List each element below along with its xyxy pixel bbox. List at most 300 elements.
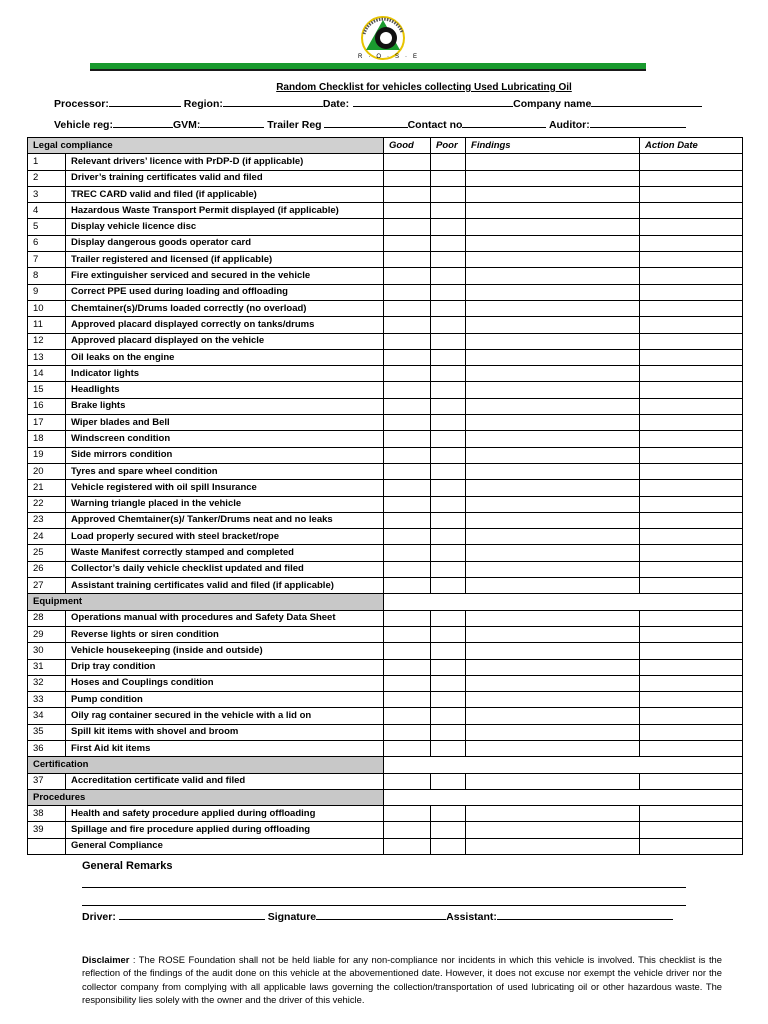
- driver-field[interactable]: [119, 909, 265, 920]
- poor-cell[interactable]: [431, 740, 466, 756]
- item-number: 35: [28, 724, 66, 740]
- findings-cell[interactable]: [466, 463, 640, 479]
- action-date-cell[interactable]: [640, 333, 743, 349]
- action-date-cell[interactable]: [640, 740, 743, 756]
- good-cell[interactable]: [384, 203, 431, 219]
- poor-cell[interactable]: [431, 806, 466, 822]
- item-description: Hazardous Waste Transport Permit displayed (if applicable): [66, 203, 384, 219]
- item-number: 28: [28, 610, 66, 626]
- findings-cell[interactable]: [466, 154, 640, 170]
- findings-cell[interactable]: [466, 284, 640, 300]
- checklist-row: [28, 545, 743, 561]
- good-cell[interactable]: [384, 154, 431, 170]
- checklist-row: [28, 480, 743, 496]
- good-cell[interactable]: [384, 708, 431, 724]
- action-date-cell[interactable]: [640, 529, 743, 545]
- action-date-cell[interactable]: [640, 366, 743, 382]
- checklist-row: [28, 252, 743, 268]
- findings-cell[interactable]: [466, 398, 640, 414]
- findings-cell[interactable]: [466, 317, 640, 333]
- section-blank: [384, 757, 743, 773]
- poor-cell[interactable]: [431, 366, 466, 382]
- trailer-reg-field[interactable]: [324, 117, 408, 128]
- action-date-cell[interactable]: [640, 317, 743, 333]
- findings-cell[interactable]: [466, 512, 640, 528]
- findings-cell[interactable]: [466, 300, 640, 316]
- item-number: 21: [28, 480, 66, 496]
- good-cell[interactable]: [384, 806, 431, 822]
- findings-cell[interactable]: [466, 170, 640, 186]
- poor-cell[interactable]: [431, 610, 466, 626]
- action-date-cell[interactable]: [640, 300, 743, 316]
- checklist-row: [28, 561, 743, 577]
- checklist-row: [28, 626, 743, 642]
- poor-cell[interactable]: [431, 447, 466, 463]
- good-cell[interactable]: [384, 740, 431, 756]
- poor-cell[interactable]: [431, 724, 466, 740]
- good-cell[interactable]: [384, 186, 431, 202]
- item-number: 2: [28, 170, 66, 186]
- action-date-cell[interactable]: [640, 675, 743, 691]
- item-number: 14: [28, 366, 66, 382]
- item-description: Accreditation certificate valid and filed: [66, 773, 384, 789]
- disclaimer-label: Disclaimer: [82, 954, 130, 965]
- item-description: General Compliance: [66, 838, 384, 854]
- action-date-cell[interactable]: [640, 512, 743, 528]
- poor-cell[interactable]: [431, 154, 466, 170]
- poor-cell[interactable]: [431, 398, 466, 414]
- good-cell[interactable]: [384, 626, 431, 642]
- action-date-cell[interactable]: [640, 415, 743, 431]
- good-cell[interactable]: [384, 659, 431, 675]
- findings-cell[interactable]: [466, 578, 640, 594]
- action-date-cell[interactable]: [640, 235, 743, 251]
- item-description: Fire extinguisher serviced and secured in the vehicle: [66, 268, 384, 284]
- poor-cell[interactable]: [431, 203, 466, 219]
- header-black-rule: [90, 69, 646, 71]
- good-cell[interactable]: [384, 317, 431, 333]
- item-number: 6: [28, 235, 66, 251]
- company-name-field[interactable]: [591, 96, 702, 107]
- item-description: Reverse lights or siren condition: [66, 626, 384, 642]
- assistant-field[interactable]: [497, 909, 673, 920]
- item-number: 32: [28, 675, 66, 691]
- region-field[interactable]: [223, 96, 323, 107]
- assistant-label: Assistant:: [446, 911, 497, 923]
- findings-cell[interactable]: [466, 806, 640, 822]
- action-date-cell[interactable]: [640, 447, 743, 463]
- checklist-row: [28, 708, 743, 724]
- good-cell[interactable]: [384, 219, 431, 235]
- item-description: Trailer registered and licensed (if applicable): [66, 252, 384, 268]
- action-date-cell[interactable]: [640, 349, 743, 365]
- poor-cell[interactable]: [431, 708, 466, 724]
- date-label: Date:: [322, 98, 350, 110]
- poor-cell[interactable]: [431, 284, 466, 300]
- section-blank: [384, 789, 743, 805]
- poor-cell[interactable]: [431, 512, 466, 528]
- action-date-cell[interactable]: [640, 708, 743, 724]
- item-number: 33: [28, 692, 66, 708]
- section-header-row: [28, 757, 743, 773]
- item-number: 4: [28, 203, 66, 219]
- item-description: Health and safety procedure applied during offloading: [66, 806, 384, 822]
- checklist-row: [28, 186, 743, 202]
- action-date-cell[interactable]: [640, 284, 743, 300]
- good-cell[interactable]: [384, 170, 431, 186]
- legal-compliance-header: Legal compliance: [28, 138, 384, 154]
- item-description: Indicator lights: [66, 366, 384, 382]
- findings-cell[interactable]: [466, 203, 640, 219]
- region-label: Region:: [183, 98, 223, 110]
- findings-cell[interactable]: [466, 773, 640, 789]
- item-number: 10: [28, 300, 66, 316]
- action-date-cell[interactable]: [640, 268, 743, 284]
- findings-cell[interactable]: [466, 708, 640, 724]
- checklist-row: [28, 170, 743, 186]
- item-number: 26: [28, 561, 66, 577]
- item-description: Spill kit items with shovel and broom: [66, 724, 384, 740]
- item-number: 3: [28, 186, 66, 202]
- checklist-row: [28, 806, 743, 822]
- item-number: 11: [28, 317, 66, 333]
- checklist-row: [28, 300, 743, 316]
- checklist-row: [28, 431, 743, 447]
- item-number: 20: [28, 463, 66, 479]
- item-number: 16: [28, 398, 66, 414]
- section-header-row: [28, 789, 743, 805]
- poor-cell[interactable]: [431, 675, 466, 691]
- findings-cell[interactable]: [466, 415, 640, 431]
- item-number: [28, 838, 66, 854]
- poor-cell[interactable]: [431, 219, 466, 235]
- poor-cell[interactable]: [431, 382, 466, 398]
- action-date-cell[interactable]: [640, 610, 743, 626]
- good-cell[interactable]: [384, 300, 431, 316]
- poor-cell[interactable]: [431, 643, 466, 659]
- poor-cell[interactable]: [431, 659, 466, 675]
- findings-cell[interactable]: [466, 724, 640, 740]
- item-number: 8: [28, 268, 66, 284]
- checklist-row: [28, 838, 743, 854]
- poor-cell[interactable]: [431, 561, 466, 577]
- checklist-row: [28, 512, 743, 528]
- checklist-row: [28, 398, 743, 414]
- item-number: 9: [28, 284, 66, 300]
- gvm-field[interactable]: [200, 117, 264, 128]
- action-date-cell[interactable]: [640, 773, 743, 789]
- item-description: Headlights: [66, 382, 384, 398]
- section-title: Certification: [28, 757, 384, 773]
- findings-cell[interactable]: [466, 545, 640, 561]
- action-date-cell[interactable]: [640, 659, 743, 675]
- action-date-header: Action Date: [640, 138, 743, 154]
- findings-cell[interactable]: [466, 643, 640, 659]
- good-cell[interactable]: [384, 822, 431, 838]
- good-cell[interactable]: [384, 480, 431, 496]
- poor-cell[interactable]: [431, 838, 466, 854]
- good-cell[interactable]: [384, 724, 431, 740]
- table-header-row: [28, 138, 743, 154]
- item-number: 19: [28, 447, 66, 463]
- date-field[interactable]: [353, 96, 513, 107]
- item-description: Approved placard displayed correctly on tanks/drums: [66, 317, 384, 333]
- item-description: Waste Manifest correctly stamped and completed: [66, 545, 384, 561]
- good-cell[interactable]: [384, 773, 431, 789]
- section-header-row: [28, 594, 743, 610]
- action-date-cell[interactable]: [640, 496, 743, 512]
- good-header: Good: [384, 138, 431, 154]
- good-cell[interactable]: [384, 235, 431, 251]
- item-description: Brake lights: [66, 398, 384, 414]
- good-cell[interactable]: [384, 561, 431, 577]
- poor-cell[interactable]: [431, 300, 466, 316]
- contact-no-field[interactable]: [462, 117, 546, 128]
- good-cell[interactable]: [384, 349, 431, 365]
- item-number: 7: [28, 252, 66, 268]
- good-cell[interactable]: [384, 578, 431, 594]
- good-cell[interactable]: [384, 512, 431, 528]
- checklist-row: [28, 643, 743, 659]
- section-title: Equipment: [28, 594, 384, 610]
- poor-cell[interactable]: [431, 822, 466, 838]
- poor-cell[interactable]: [431, 480, 466, 496]
- good-cell[interactable]: [384, 447, 431, 463]
- action-date-cell[interactable]: [640, 724, 743, 740]
- poor-cell[interactable]: [431, 578, 466, 594]
- poor-cell[interactable]: [431, 431, 466, 447]
- action-date-cell[interactable]: [640, 643, 743, 659]
- checklist-row: [28, 203, 743, 219]
- findings-cell[interactable]: [466, 822, 640, 838]
- action-date-cell[interactable]: [640, 219, 743, 235]
- action-date-cell[interactable]: [640, 203, 743, 219]
- item-number: 12: [28, 333, 66, 349]
- checklist-row: [28, 366, 743, 382]
- findings-cell[interactable]: [466, 838, 640, 854]
- findings-cell[interactable]: [466, 252, 640, 268]
- findings-cell[interactable]: [466, 333, 640, 349]
- poor-cell[interactable]: [431, 463, 466, 479]
- good-cell[interactable]: [384, 415, 431, 431]
- item-number: 24: [28, 529, 66, 545]
- action-date-cell[interactable]: [640, 382, 743, 398]
- findings-cell[interactable]: [466, 268, 640, 284]
- checklist-table: [27, 137, 743, 855]
- checklist-row: [28, 333, 743, 349]
- action-date-cell[interactable]: [640, 692, 743, 708]
- action-date-cell[interactable]: [640, 431, 743, 447]
- driver-label: Driver:: [82, 911, 116, 923]
- processor-field[interactable]: [109, 96, 181, 107]
- item-description: Relevant drivers’ licence with PrDP-D (if applicable): [66, 154, 384, 170]
- item-description: Oily rag container secured in the vehicle with a lid on: [66, 708, 384, 724]
- findings-cell[interactable]: [466, 529, 640, 545]
- good-cell[interactable]: [384, 366, 431, 382]
- findings-cell[interactable]: [466, 675, 640, 691]
- good-cell[interactable]: [384, 268, 431, 284]
- poor-cell[interactable]: [431, 170, 466, 186]
- good-cell[interactable]: [384, 610, 431, 626]
- item-description: Load properly secured with steel bracket/rope: [66, 529, 384, 545]
- poor-cell[interactable]: [431, 252, 466, 268]
- auditor-label: Auditor:: [548, 119, 590, 131]
- findings-cell[interactable]: [466, 692, 640, 708]
- action-date-cell[interactable]: [640, 561, 743, 577]
- item-description: Tyres and spare wheel condition: [66, 463, 384, 479]
- item-description: Vehicle registered with oil spill Insurance: [66, 480, 384, 496]
- signature-label: Signature: [267, 911, 317, 923]
- poor-cell[interactable]: [431, 333, 466, 349]
- checklist-row: [28, 463, 743, 479]
- findings-cell[interactable]: [466, 366, 640, 382]
- good-cell[interactable]: [384, 692, 431, 708]
- good-cell[interactable]: [384, 398, 431, 414]
- poor-cell[interactable]: [431, 496, 466, 512]
- findings-cell[interactable]: [466, 219, 640, 235]
- poor-header: Poor: [431, 138, 466, 154]
- poor-cell[interactable]: [431, 268, 466, 284]
- poor-cell[interactable]: [431, 317, 466, 333]
- gvm-label: GVM:: [172, 119, 201, 131]
- vehicle-reg-label: Vehicle reg:: [54, 119, 113, 131]
- item-description: Correct PPE used during loading and offloading: [66, 284, 384, 300]
- good-cell[interactable]: [384, 431, 431, 447]
- good-cell[interactable]: [384, 496, 431, 512]
- item-description: Hoses and Couplings condition: [66, 675, 384, 691]
- poor-cell[interactable]: [431, 773, 466, 789]
- page-title: Random Checklist for vehicles collecting Used Lubricating Oil: [276, 82, 572, 93]
- vehicle-reg-field[interactable]: [113, 117, 173, 128]
- poor-cell[interactable]: [431, 692, 466, 708]
- item-number: 25: [28, 545, 66, 561]
- findings-cell[interactable]: [466, 659, 640, 675]
- general-remarks-label: General Remarks: [82, 860, 173, 872]
- findings-cell[interactable]: [466, 447, 640, 463]
- item-number: 17: [28, 415, 66, 431]
- action-date-cell[interactable]: [640, 186, 743, 202]
- action-date-cell[interactable]: [640, 463, 743, 479]
- checklist-row: [28, 740, 743, 756]
- item-description: Side mirrors condition: [66, 447, 384, 463]
- item-description: Warning triangle placed in the vehicle: [66, 496, 384, 512]
- findings-cell[interactable]: [466, 740, 640, 756]
- company-name-label: Company name: [513, 98, 592, 110]
- poor-cell[interactable]: [431, 415, 466, 431]
- findings-cell[interactable]: [466, 610, 640, 626]
- good-cell[interactable]: [384, 838, 431, 854]
- findings-cell[interactable]: [466, 235, 640, 251]
- disclaimer: [82, 953, 722, 1006]
- action-date-cell[interactable]: [640, 822, 743, 838]
- good-cell[interactable]: [384, 643, 431, 659]
- checklist-row: [28, 692, 743, 708]
- checklist-body: [28, 154, 743, 855]
- action-date-cell[interactable]: [640, 806, 743, 822]
- action-date-cell[interactable]: [640, 578, 743, 594]
- item-description: Wiper blades and Bell: [66, 415, 384, 431]
- processor-label: Processor:: [54, 98, 109, 110]
- item-number: 5: [28, 219, 66, 235]
- poor-cell[interactable]: [431, 235, 466, 251]
- item-description: First Aid kit items: [66, 740, 384, 756]
- checklist-row: [28, 675, 743, 691]
- findings-cell[interactable]: [466, 382, 640, 398]
- good-cell[interactable]: [384, 545, 431, 561]
- checklist-row: [28, 382, 743, 398]
- item-number: 38: [28, 806, 66, 822]
- section-blank: [384, 594, 743, 610]
- item-number: 31: [28, 659, 66, 675]
- poor-cell[interactable]: [431, 349, 466, 365]
- item-number: 27: [28, 578, 66, 594]
- item-description: Vehicle housekeeping (inside and outside): [66, 643, 384, 659]
- good-cell[interactable]: [384, 252, 431, 268]
- good-cell[interactable]: [384, 675, 431, 691]
- item-description: Windscreen condition: [66, 431, 384, 447]
- checklist-row: [28, 317, 743, 333]
- item-number: 36: [28, 740, 66, 756]
- action-date-cell[interactable]: [640, 838, 743, 854]
- item-number: 34: [28, 708, 66, 724]
- findings-cell[interactable]: [466, 349, 640, 365]
- item-description: Approved placard displayed on the vehicle: [66, 333, 384, 349]
- section-title: Procedures: [28, 789, 384, 805]
- item-description: Spillage and fire procedure applied during offloading: [66, 822, 384, 838]
- action-date-cell[interactable]: [640, 626, 743, 642]
- good-cell[interactable]: [384, 333, 431, 349]
- action-date-cell[interactable]: [640, 252, 743, 268]
- findings-cell[interactable]: [466, 626, 640, 642]
- good-cell[interactable]: [384, 382, 431, 398]
- poor-cell[interactable]: [431, 626, 466, 642]
- findings-cell[interactable]: [466, 186, 640, 202]
- good-cell[interactable]: [384, 463, 431, 479]
- action-date-cell[interactable]: [640, 154, 743, 170]
- action-date-cell[interactable]: [640, 398, 743, 414]
- item-number: 37: [28, 773, 66, 789]
- findings-cell[interactable]: [466, 480, 640, 496]
- checklist-row: [28, 447, 743, 463]
- item-number: 30: [28, 643, 66, 659]
- findings-cell[interactable]: [466, 431, 640, 447]
- remarks-line-2[interactable]: [82, 905, 686, 906]
- poor-cell[interactable]: [431, 529, 466, 545]
- good-cell[interactable]: [384, 529, 431, 545]
- checklist-row: [28, 659, 743, 675]
- item-description: Driver’s training certificates valid and filed: [66, 170, 384, 186]
- findings-cell[interactable]: [466, 496, 640, 512]
- findings-cell[interactable]: [466, 561, 640, 577]
- item-number: 18: [28, 431, 66, 447]
- poor-cell[interactable]: [431, 545, 466, 561]
- item-description: Drip tray condition: [66, 659, 384, 675]
- checklist-row: [28, 773, 743, 789]
- signature-field[interactable]: [316, 909, 446, 920]
- item-number: 1: [28, 154, 66, 170]
- action-date-cell[interactable]: [640, 480, 743, 496]
- good-cell[interactable]: [384, 284, 431, 300]
- poor-cell[interactable]: [431, 186, 466, 202]
- checklist-row: [28, 235, 743, 251]
- checklist-row: [28, 284, 743, 300]
- remarks-line-1[interactable]: [82, 887, 686, 888]
- signature-row: [82, 909, 673, 923]
- item-number: 15: [28, 382, 66, 398]
- auditor-field[interactable]: [590, 117, 686, 128]
- action-date-cell[interactable]: [640, 170, 743, 186]
- action-date-cell[interactable]: [640, 545, 743, 561]
